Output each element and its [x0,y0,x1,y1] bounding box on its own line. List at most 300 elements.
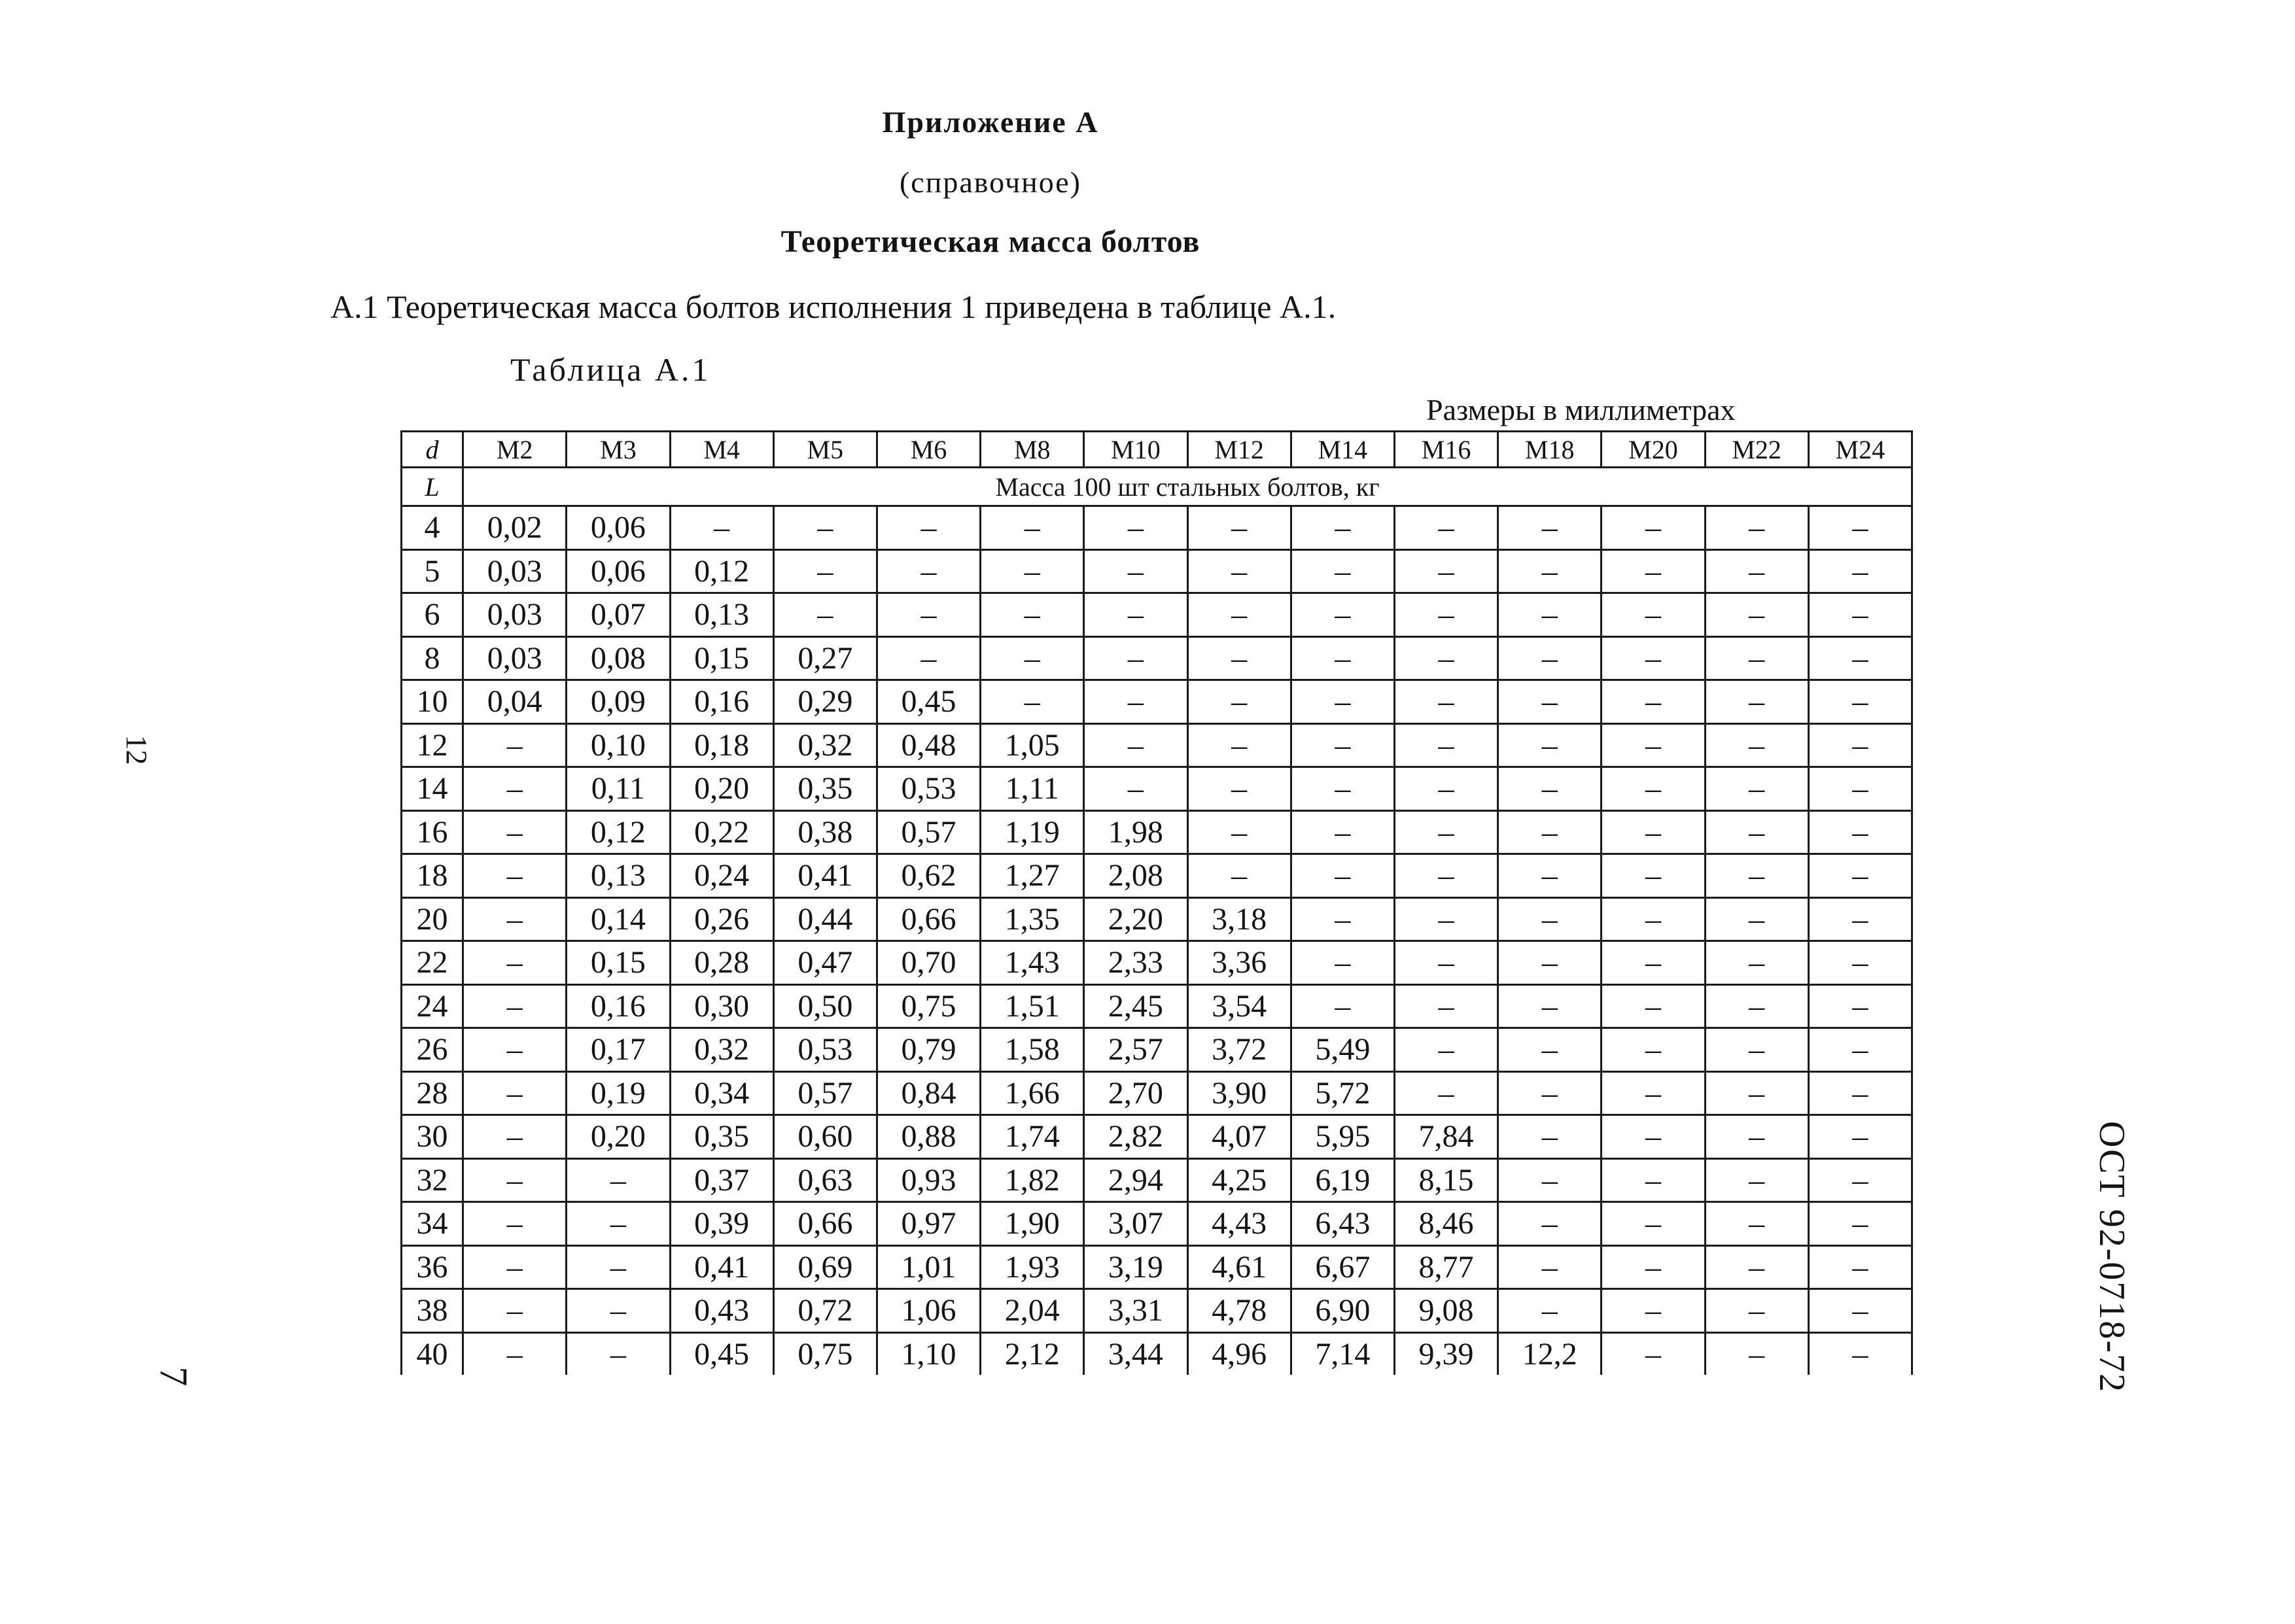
mass-cell: – [1602,636,1705,680]
mass-cell: 0,27 [773,636,877,680]
mass-cell: 7,84 [1394,1115,1498,1159]
mass-cell: 5,49 [1291,1028,1394,1072]
mass-cell: – [1808,1332,1912,1375]
mass-cell: 8,15 [1394,1158,1498,1202]
mass-cell: 0,45 [877,680,980,724]
mass-cell: – [1291,723,1394,767]
mass-cell: 0,34 [670,1071,773,1115]
row-length-cell: 14 [402,767,463,811]
mass-cell: – [1291,810,1394,854]
mass-cell: 0,08 [567,636,670,680]
mass-cell: 0,79 [877,1028,980,1072]
mass-cell: – [463,1289,567,1333]
table-row [402,506,1912,550]
mass-cell: 1,11 [981,767,1084,811]
mass-cell: – [1394,549,1498,593]
mass-cell: 0,57 [877,810,980,854]
mass-cell: – [1394,593,1498,637]
mass-cell: 1,82 [981,1158,1084,1202]
mass-cell: – [463,723,567,767]
mass-cell: – [670,506,773,550]
row-length-cell: 36 [402,1245,463,1289]
mass-cell: – [1291,897,1394,941]
mass-cell: 0,02 [463,506,567,550]
table-row [402,1071,1912,1115]
mass-cell: 1,51 [981,984,1084,1028]
row-length-cell: 12 [402,723,463,767]
mass-cell: – [1808,897,1912,941]
mass-cell: 4,61 [1187,1245,1291,1289]
mass-cell: 6,90 [1291,1289,1394,1333]
row-length-cell: 30 [402,1115,463,1159]
mass-cell: – [1705,1332,1808,1375]
mass-cell: – [773,593,877,637]
mass-cell: – [1394,810,1498,854]
mass-cell: 0,20 [567,1115,670,1159]
mass-cell: – [1808,593,1912,637]
mass-cell: – [1602,810,1705,854]
mass-cell: – [1498,984,1602,1028]
mass-cell: – [463,810,567,854]
side-page-number-secondary: 7 [152,1366,196,1387]
row-length-cell: 38 [402,1289,463,1333]
mass-cell: – [1084,549,1187,593]
mass-cell: – [1498,810,1602,854]
mass-cell: – [1394,506,1498,550]
mass-cell: 0,28 [670,941,773,985]
mass-cell: – [463,1115,567,1159]
mass-cell: 0,11 [567,767,670,811]
mass-cell: 1,98 [1084,810,1187,854]
row-length-cell: 40 [402,1332,463,1375]
mass-cell: – [981,636,1084,680]
column-header: M14 [1291,432,1394,468]
mass-cell: – [1498,767,1602,811]
mass-cell: – [463,1158,567,1202]
row-length-cell: 5 [402,549,463,593]
table-row [402,1245,1912,1289]
mass-cell: – [1498,723,1602,767]
mass-cell: – [1394,854,1498,898]
mass-cell: 0,15 [567,941,670,985]
mass-cell: – [1808,1202,1912,1246]
mass-cell: – [1705,897,1808,941]
mass-cell: – [567,1158,670,1202]
mass-cell: 0,53 [773,1028,877,1072]
mass-cell: – [1187,810,1291,854]
mass-cell: 0,62 [877,854,980,898]
mass-cell: 0,69 [773,1245,877,1289]
mass-cell: – [1808,1289,1912,1333]
column-header: M22 [1705,432,1808,468]
mass-cell: – [1498,1289,1602,1333]
side-page-number: 12 [120,734,154,765]
mass-cell: – [1498,1115,1602,1159]
appendix-title: Приложение А [882,105,1099,139]
mass-cell: – [1394,636,1498,680]
mass-cell: 2,04 [981,1289,1084,1333]
column-header: M6 [877,432,980,468]
mass-cell: 1,35 [981,897,1084,941]
mass-cell: – [1808,941,1912,985]
table-row [402,767,1912,811]
mass-cell: 0,41 [773,854,877,898]
mass-cell: 9,08 [1394,1289,1498,1333]
column-header: M20 [1602,432,1705,468]
mass-cell: 0,09 [567,680,670,724]
mass-cell: 1,93 [981,1245,1084,1289]
mass-cell: – [1808,680,1912,724]
mass-cell: – [463,984,567,1028]
mass-cell: – [1705,723,1808,767]
mass-cell: – [877,549,980,593]
mass-cell: 1,74 [981,1115,1084,1159]
mass-cell: – [1602,549,1705,593]
mass-cell: – [1187,680,1291,724]
mass-cell: – [877,636,980,680]
appendix-kind: (справочное) [899,165,1082,199]
mass-cell: – [1498,1071,1602,1115]
mass-cell: – [1705,1028,1808,1072]
mass-cell: 0,32 [670,1028,773,1072]
mass-cell: 3,31 [1084,1289,1187,1333]
mass-cell: 7,14 [1291,1332,1394,1375]
mass-cell: – [1705,810,1808,854]
mass-cell: 0,37 [670,1158,773,1202]
mass-cell: – [1084,506,1187,550]
corner-l-label: L [402,468,463,506]
column-header: M10 [1084,432,1187,468]
mass-cell: – [773,549,877,593]
mass-cell: – [1394,767,1498,811]
row-length-cell: 24 [402,984,463,1028]
mass-cell: 9,39 [1394,1332,1498,1375]
row-length-cell: 28 [402,1071,463,1115]
mass-cell: – [877,593,980,637]
mass-cell: – [567,1202,670,1246]
mass-cell: – [1498,506,1602,550]
mass-cell: 0,75 [773,1332,877,1375]
table-caption: Таблица А.1 [510,351,711,388]
table-body [402,432,1912,1375]
mass-cell: 2,94 [1084,1158,1187,1202]
mass-cell: 6,19 [1291,1158,1394,1202]
mass-cell: 0,97 [877,1202,980,1246]
mass-cell: 0,03 [463,593,567,637]
mass-cell: 6,67 [1291,1245,1394,1289]
table-row [402,549,1912,593]
mass-cell: – [1084,723,1187,767]
mass-cell: – [1602,854,1705,898]
mass-cell: 0,06 [567,549,670,593]
mass-cell: – [1187,593,1291,637]
mass-cell: – [463,941,567,985]
mass-cell: – [1705,941,1808,985]
mass-cell: 0,24 [670,854,773,898]
mass-cell: 8,46 [1394,1202,1498,1246]
mass-cell: 0,93 [877,1158,980,1202]
mass-cell: – [1808,984,1912,1028]
mass-cell: – [1187,723,1291,767]
mass-cell: – [463,897,567,941]
column-header: M2 [463,432,567,468]
mass-cell: – [1602,723,1705,767]
mass-cell: 1,06 [877,1289,980,1333]
column-header: M8 [981,432,1084,468]
mass-cell: – [1808,810,1912,854]
mass-cell: – [1808,1028,1912,1072]
mass-cell: 1,10 [877,1332,980,1375]
table-subheader-row [402,468,1912,506]
standard-code: ОСТ 92-0718-72 [2091,1121,2132,1393]
mass-cell: – [567,1332,670,1375]
mass-cell: – [1705,1115,1808,1159]
row-length-cell: 34 [402,1202,463,1246]
mass-cell: 0,39 [670,1202,773,1246]
mass-cell: – [463,767,567,811]
mass-cell: – [1498,1028,1602,1072]
mass-cell: 0,07 [567,593,670,637]
mass-cell: 4,07 [1187,1115,1291,1159]
mass-cell: – [1084,636,1187,680]
mass-cell: – [1498,1245,1602,1289]
table-row [402,1115,1912,1159]
mass-cell: 0,13 [670,593,773,637]
mass-cell: 0,19 [567,1071,670,1115]
mass-cell: – [1808,636,1912,680]
mass-cell: – [567,1245,670,1289]
mass-cell: – [981,593,1084,637]
mass-cell: 2,70 [1084,1071,1187,1115]
mass-cell: 0,41 [670,1245,773,1289]
mass-cell: – [773,506,877,550]
mass-cell: – [981,680,1084,724]
mass-cell: – [463,1071,567,1115]
mass-cell: – [1705,593,1808,637]
table-row [402,680,1912,724]
mass-cell: – [1602,897,1705,941]
table-row [402,984,1912,1028]
row-length-cell: 16 [402,810,463,854]
mass-cell: 1,27 [981,854,1084,898]
mass-cell: 4,25 [1187,1158,1291,1202]
mass-cell: – [1602,593,1705,637]
mass-cell: – [1498,636,1602,680]
mass-cell: 2,12 [981,1332,1084,1375]
mass-cell: – [1705,636,1808,680]
mass-cell: 2,33 [1084,941,1187,985]
mass-cell: – [1705,506,1808,550]
column-header: M24 [1808,432,1912,468]
mass-cell: 0,35 [670,1115,773,1159]
table-row [402,723,1912,767]
mass-cell: 0,32 [773,723,877,767]
mass-cell: – [1808,549,1912,593]
mass-cell: – [1705,1158,1808,1202]
mass-cell: – [1808,723,1912,767]
mass-cell: – [1705,984,1808,1028]
table-header-row [402,432,1912,468]
mass-cell: – [1187,549,1291,593]
mass-cell: 3,36 [1187,941,1291,985]
mass-cell: – [1602,1289,1705,1333]
mass-cell: – [1394,680,1498,724]
mass-cell: – [1498,549,1602,593]
mass-cell: – [1602,941,1705,985]
mass-cell: 2,20 [1084,897,1187,941]
mass-cell: 0,03 [463,549,567,593]
mass-cell: – [1291,984,1394,1028]
mass-cell: – [1705,1202,1808,1246]
mass-cell: – [1291,680,1394,724]
mass-cell: 1,43 [981,941,1084,985]
mass-cell: – [1602,1028,1705,1072]
mass-cell: – [1394,1028,1498,1072]
mass-cell: 1,58 [981,1028,1084,1072]
mass-cell: – [1808,1158,1912,1202]
mass-cell: – [1291,767,1394,811]
mass-cell: 0,17 [567,1028,670,1072]
mass-cell: – [1705,1245,1808,1289]
column-header: M3 [567,432,670,468]
mass-cell: – [1394,984,1498,1028]
row-length-cell: 8 [402,636,463,680]
mass-cell: – [1602,767,1705,811]
mass-cell: 0,44 [773,897,877,941]
mass-cell: – [1705,549,1808,593]
mass-cell: 1,01 [877,1245,980,1289]
mass-cell: – [1705,1071,1808,1115]
mass-cell: – [1498,1202,1602,1246]
mass-cell: 0,84 [877,1071,980,1115]
mass-cell: 0,43 [670,1289,773,1333]
table-row [402,1158,1912,1202]
mass-cell: – [1602,1202,1705,1246]
mass-cell: – [1187,636,1291,680]
mass-cell: 0,22 [670,810,773,854]
mass-cell: – [1808,1115,1912,1159]
mass-cell: 2,45 [1084,984,1187,1028]
mass-cell: – [1705,854,1808,898]
mass-cell: 0,06 [567,506,670,550]
mass-cell: 0,12 [567,810,670,854]
mass-cell: – [1394,941,1498,985]
mass-cell: – [1084,680,1187,724]
mass-cell: 0,60 [773,1115,877,1159]
mass-cell: 0,18 [670,723,773,767]
mass-cell: 4,43 [1187,1202,1291,1246]
mass-cell: – [1808,1071,1912,1115]
table-row [402,854,1912,898]
mass-cell: 4,96 [1187,1332,1291,1375]
mass-cell: – [1602,984,1705,1028]
mass-cell: 1,19 [981,810,1084,854]
mass-cell: 0,20 [670,767,773,811]
mass-span-label: Масса 100 шт стальных болтов, кг [463,468,1912,506]
mass-cell: 0,47 [773,941,877,985]
table-row [402,941,1912,985]
mass-cell: 0,12 [670,549,773,593]
table-row [402,1289,1912,1333]
appendix-subject: Теоретическая масса болтов [780,224,1200,259]
row-length-cell: 26 [402,1028,463,1072]
column-header: M18 [1498,432,1602,468]
mass-cell: – [1084,593,1187,637]
mass-cell: – [1187,767,1291,811]
mass-cell: 0,66 [773,1202,877,1246]
row-length-cell: 4 [402,506,463,550]
mass-cell: 0,16 [670,680,773,724]
mass-cell: 0,03 [463,636,567,680]
row-length-cell: 10 [402,680,463,724]
mass-cell: – [981,549,1084,593]
mass-cell: 3,07 [1084,1202,1187,1246]
mass-cell: – [1498,941,1602,985]
mass-cell: 0,63 [773,1158,877,1202]
mass-cell: – [1602,1115,1705,1159]
mass-cell: – [1498,680,1602,724]
table-row [402,1202,1912,1246]
mass-cell: – [567,1289,670,1333]
mass-cell: – [1705,680,1808,724]
column-header: M4 [670,432,773,468]
mass-cell: – [877,506,980,550]
table-row [402,810,1912,854]
mass-cell: – [463,1028,567,1072]
mass-cell: – [1808,1245,1912,1289]
mass-cell: – [1498,897,1602,941]
mass-cell: – [1602,1332,1705,1375]
corner-d-label: d [402,432,463,468]
mass-cell: – [1291,506,1394,550]
mass-cell: 0,15 [670,636,773,680]
mass-cell: 0,13 [567,854,670,898]
mass-cell: – [1291,593,1394,637]
mass-cell: 5,95 [1291,1115,1394,1159]
mass-cell: 5,72 [1291,1071,1394,1115]
mass-cell: – [1705,1289,1808,1333]
mass-cell: 3,19 [1084,1245,1187,1289]
mass-cell: 1,05 [981,723,1084,767]
mass-cell: 0,48 [877,723,980,767]
mass-cell: 0,29 [773,680,877,724]
mass-cell: 1,90 [981,1202,1084,1246]
mass-cell: – [1808,854,1912,898]
units-note: Размеры в миллиметрах [1426,393,1736,426]
column-header: M12 [1187,432,1291,468]
mass-cell: 0,45 [670,1332,773,1375]
mass-cell: – [1602,1245,1705,1289]
mass-cell: 0,16 [567,984,670,1028]
bolt-mass-table [400,430,1913,1375]
mass-cell: 2,82 [1084,1115,1187,1159]
mass-cell: 3,18 [1187,897,1291,941]
mass-cell: – [1498,854,1602,898]
mass-cell: – [1705,767,1808,811]
mass-cell: 0,30 [670,984,773,1028]
mass-cell: 0,50 [773,984,877,1028]
row-length-cell: 6 [402,593,463,637]
mass-cell: – [1602,1071,1705,1115]
column-header: M5 [773,432,877,468]
mass-cell: 0,38 [773,810,877,854]
mass-cell: 8,77 [1394,1245,1498,1289]
mass-cell: 0,88 [877,1115,980,1159]
mass-cell: – [1498,593,1602,637]
mass-cell: 0,53 [877,767,980,811]
mass-cell: – [1394,723,1498,767]
mass-cell: – [463,1332,567,1375]
